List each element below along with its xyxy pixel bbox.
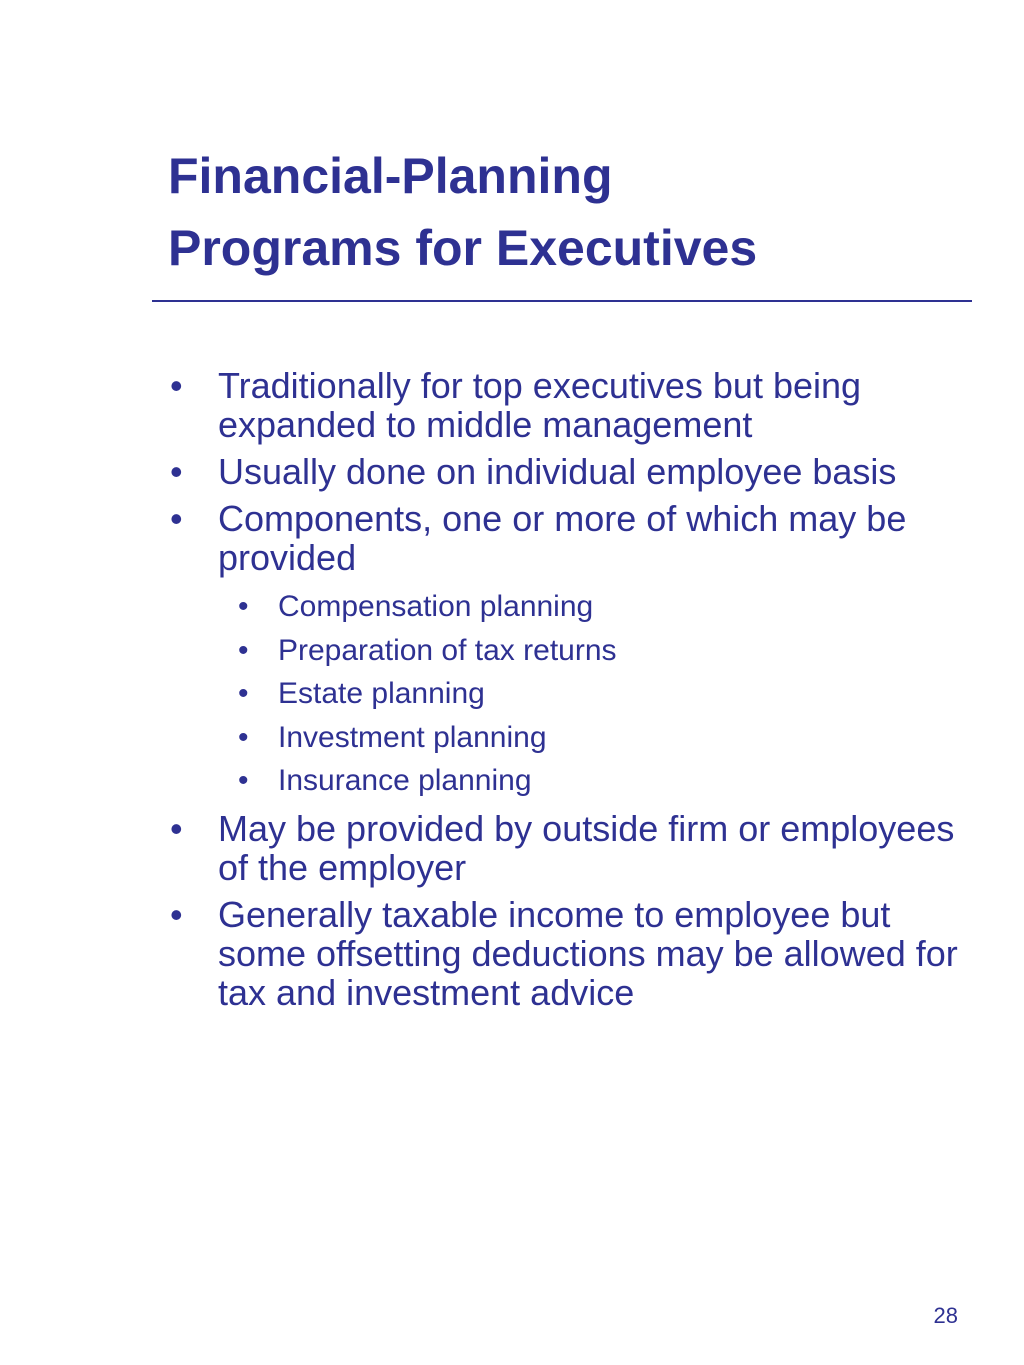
bullet-dot-icon: •	[170, 893, 183, 935]
bullet-dot-icon: •	[170, 365, 183, 406]
bullet-list	[160, 366, 960, 1020]
bullet-text: Components, one or more of which may be provided	[218, 498, 907, 578]
bullet-item	[160, 809, 960, 887]
sub-bullet-text: Investment planning	[278, 720, 547, 754]
sub-bullet-dot-icon: •	[238, 764, 249, 797]
sub-bullet-dot-icon: •	[238, 590, 249, 623]
bullet-text: Usually done on individual employee basis	[218, 451, 897, 492]
slide-title-line-1: Financial-Planning	[168, 148, 613, 204]
sub-bullet-item	[160, 716, 960, 760]
bullet-item	[160, 895, 960, 1012]
sub-bullet-item	[160, 629, 960, 673]
sub-bullet-text: Compensation planning	[278, 590, 594, 623]
sub-bullet-text: Preparation of tax returns	[278, 633, 617, 667]
bullet-item	[160, 499, 960, 577]
bullet-dot-icon: •	[170, 451, 183, 492]
bullet-item	[160, 452, 960, 491]
slide-title	[168, 140, 988, 284]
slide-title-line-2: Programs for Executives	[168, 220, 758, 276]
bullet-text: Generally taxable income to employee but some offsetting deductions may be allowed for tax and investment advice	[218, 893, 958, 1013]
bullet-text: Traditionally for top executives but being expanded to middle management	[218, 365, 862, 445]
title-divider	[152, 300, 972, 302]
sub-bullet-dot-icon: •	[238, 720, 249, 754]
sub-bullet-item	[160, 672, 960, 716]
bullet-item	[160, 366, 960, 444]
sub-bullet-text: Estate planning	[278, 677, 485, 710]
sub-bullet-text: Insurance planning	[278, 764, 532, 797]
sub-bullet-item	[160, 585, 960, 629]
sub-bullet-list	[160, 585, 960, 803]
sub-bullet-item	[160, 759, 960, 803]
bullet-dot-icon: •	[170, 807, 183, 849]
page-number: 28	[933, 1303, 958, 1328]
bullet-text: May be provided by outside firm or employees of the employer	[218, 807, 955, 888]
sub-bullet-dot-icon: •	[238, 633, 249, 667]
sub-bullet-dot-icon: •	[238, 677, 249, 710]
bullet-dot-icon: •	[170, 498, 183, 539]
